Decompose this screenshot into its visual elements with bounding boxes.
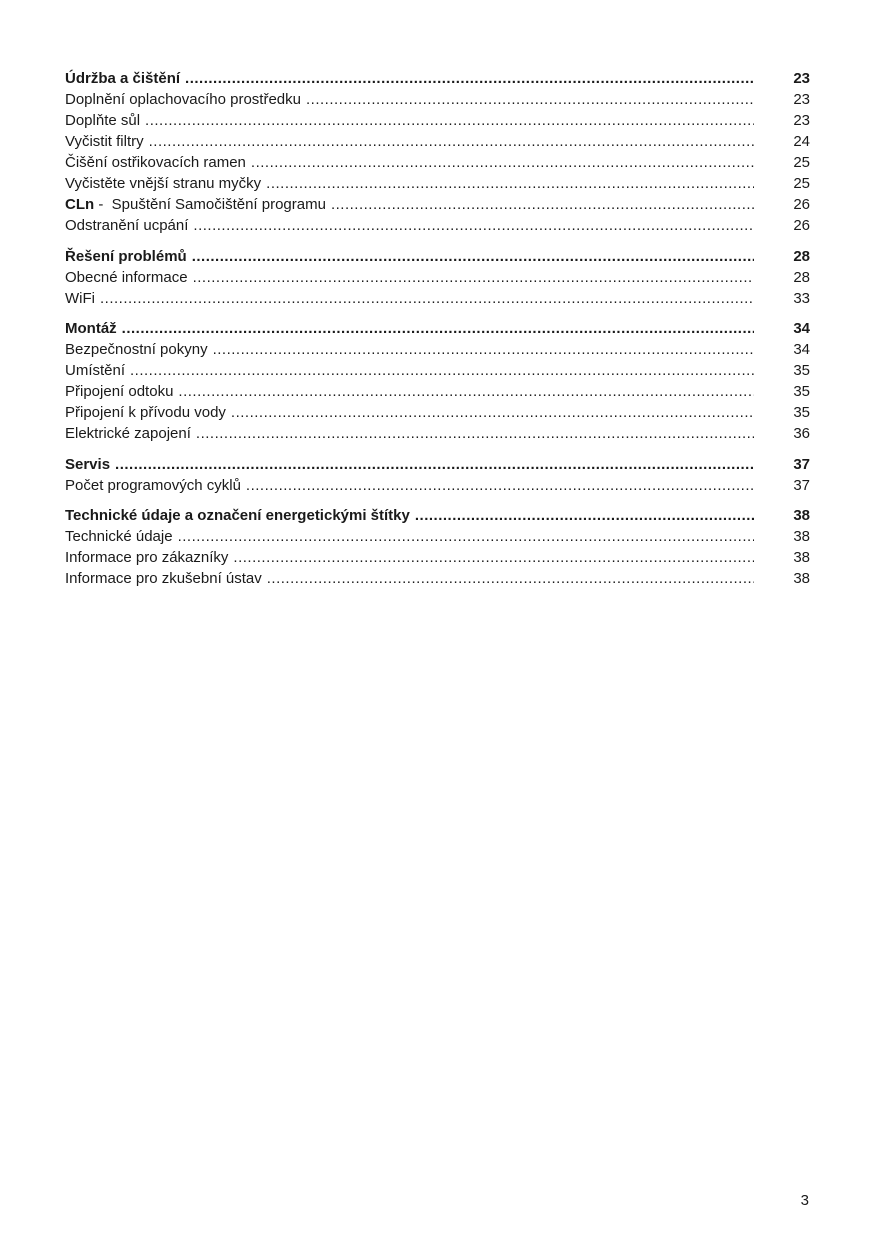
toc-entry[interactable] bbox=[65, 267, 810, 288]
toc-entry-title: Vyčistit filtry bbox=[65, 133, 144, 150]
dot-leader bbox=[193, 215, 754, 236]
toc-entry-page: 38 bbox=[793, 549, 810, 566]
dot-leader bbox=[192, 246, 754, 267]
toc-entry-title: Elektrické zapojení bbox=[65, 425, 191, 442]
toc-entry-page: 33 bbox=[793, 289, 810, 307]
toc-entry-page: 37 bbox=[793, 476, 810, 494]
toc-entry-page: 35 bbox=[793, 404, 810, 421]
toc-entry[interactable] bbox=[65, 173, 810, 194]
toc-entry-title: Technické údaje bbox=[65, 528, 173, 545]
toc-entry-title: Vyčistěte vnější stranu myčky bbox=[65, 175, 262, 192]
dot-leader bbox=[122, 318, 754, 339]
program-description: - Spuštění Samočištění programu bbox=[94, 196, 326, 213]
toc-heading[interactable] bbox=[65, 318, 810, 339]
dot-leader bbox=[115, 454, 754, 475]
toc-heading[interactable] bbox=[65, 68, 810, 89]
toc-entry-title: Řešení problémů bbox=[65, 247, 187, 265]
toc-entry-page: 35 bbox=[793, 383, 810, 400]
toc-entry-page: 23 bbox=[793, 70, 810, 87]
toc-entry-page: 24 bbox=[793, 133, 810, 150]
toc-entry-title: Umístění bbox=[65, 362, 126, 379]
dot-leader bbox=[233, 547, 754, 568]
dot-leader bbox=[100, 288, 754, 309]
toc-heading[interactable] bbox=[65, 246, 810, 267]
toc-entry-page: 34 bbox=[793, 341, 810, 358]
toc-entry[interactable] bbox=[65, 360, 810, 381]
dot-leader bbox=[415, 505, 754, 526]
dot-leader bbox=[231, 402, 754, 423]
toc-entry[interactable] bbox=[65, 288, 810, 309]
toc-entry-title: Připojení k přívodu vody bbox=[65, 404, 226, 421]
dot-leader bbox=[185, 68, 754, 89]
toc-heading[interactable] bbox=[65, 505, 810, 526]
toc-entry-page: 38 bbox=[793, 528, 810, 545]
toc-entry[interactable] bbox=[65, 568, 810, 589]
dot-leader bbox=[213, 339, 754, 360]
toc-heading[interactable] bbox=[65, 454, 810, 475]
toc-entry-page: 23 bbox=[793, 112, 810, 129]
dot-leader bbox=[196, 423, 754, 444]
toc-entry[interactable] bbox=[65, 526, 810, 547]
toc-entry-page: 26 bbox=[793, 217, 810, 234]
toc-entry-page: 38 bbox=[793, 570, 810, 587]
toc-entry[interactable] bbox=[65, 89, 810, 110]
toc-section-troubleshooting bbox=[65, 246, 810, 309]
toc-entry-title: Montáž bbox=[65, 320, 117, 337]
toc-entry[interactable] bbox=[65, 339, 810, 360]
toc-entry[interactable] bbox=[65, 381, 810, 402]
toc-entry-title: Počet programových cyklů bbox=[65, 476, 241, 494]
toc-entry-title: Čišění ostřikovacích ramen bbox=[65, 154, 246, 171]
toc-section-technical-data bbox=[65, 505, 810, 589]
toc-entry[interactable] bbox=[65, 110, 810, 131]
dot-leader bbox=[246, 475, 754, 496]
toc-entry[interactable] bbox=[65, 131, 810, 152]
dot-leader bbox=[178, 526, 754, 547]
dot-leader bbox=[193, 267, 754, 288]
toc-entry-title: Bezpečnostní pokyny bbox=[65, 341, 208, 358]
toc-entry-title: Údržba a čištění bbox=[65, 70, 181, 87]
toc-entry-page: 25 bbox=[793, 175, 810, 192]
toc-entry-page: 28 bbox=[793, 268, 810, 286]
table-of-contents bbox=[65, 68, 810, 599]
dot-leader bbox=[149, 131, 754, 152]
toc-entry[interactable] bbox=[65, 402, 810, 423]
toc-entry-page: 37 bbox=[793, 455, 810, 473]
toc-entry-page: 28 bbox=[793, 247, 810, 265]
program-code: CLn bbox=[65, 196, 95, 213]
toc-entry-title: Technické údaje a označení energetickými štítky bbox=[65, 507, 410, 524]
page-number: 3 bbox=[800, 1192, 809, 1209]
toc-entry-page: 23 bbox=[793, 91, 810, 108]
toc-entry-title: Obecné informace bbox=[65, 268, 188, 286]
toc-entry-page: 34 bbox=[793, 320, 810, 337]
dot-leader bbox=[267, 568, 754, 589]
toc-entry-title: Doplňte sůl bbox=[65, 112, 141, 129]
toc-entry-page: 36 bbox=[793, 425, 810, 442]
toc-entry[interactable] bbox=[65, 547, 810, 568]
toc-entry-title: Informace pro zákazníky bbox=[65, 549, 229, 566]
toc-entry[interactable] bbox=[65, 475, 810, 496]
toc-entry[interactable] bbox=[65, 423, 810, 444]
dot-leader bbox=[331, 194, 754, 215]
dot-leader bbox=[266, 173, 754, 194]
dot-leader bbox=[306, 89, 754, 110]
toc-entry[interactable] bbox=[65, 194, 810, 215]
toc-entry-page: 38 bbox=[793, 507, 810, 524]
toc-section-service bbox=[65, 454, 810, 496]
toc-entry[interactable] bbox=[65, 152, 810, 173]
toc-entry-title: Informace pro zkušební ústav bbox=[65, 570, 262, 587]
toc-entry-title bbox=[65, 194, 326, 215]
toc-section-installation bbox=[65, 318, 810, 444]
dot-leader bbox=[251, 152, 754, 173]
toc-section-maintenance bbox=[65, 68, 810, 236]
dot-leader bbox=[145, 110, 754, 131]
toc-entry-title: Připojení odtoku bbox=[65, 383, 174, 400]
toc-entry-title: Doplnění oplachovacího prostředku bbox=[65, 91, 301, 108]
toc-entry[interactable] bbox=[65, 215, 810, 236]
toc-entry-page: 25 bbox=[793, 154, 810, 171]
toc-entry-page: 26 bbox=[793, 196, 810, 213]
toc-entry-title: Odstranění ucpání bbox=[65, 217, 189, 234]
toc-entry-title: WiFi bbox=[65, 289, 95, 307]
toc-entry-title: Servis bbox=[65, 455, 111, 473]
dot-leader bbox=[130, 360, 754, 381]
toc-entry-page: 35 bbox=[793, 362, 810, 379]
dot-leader bbox=[178, 381, 754, 402]
